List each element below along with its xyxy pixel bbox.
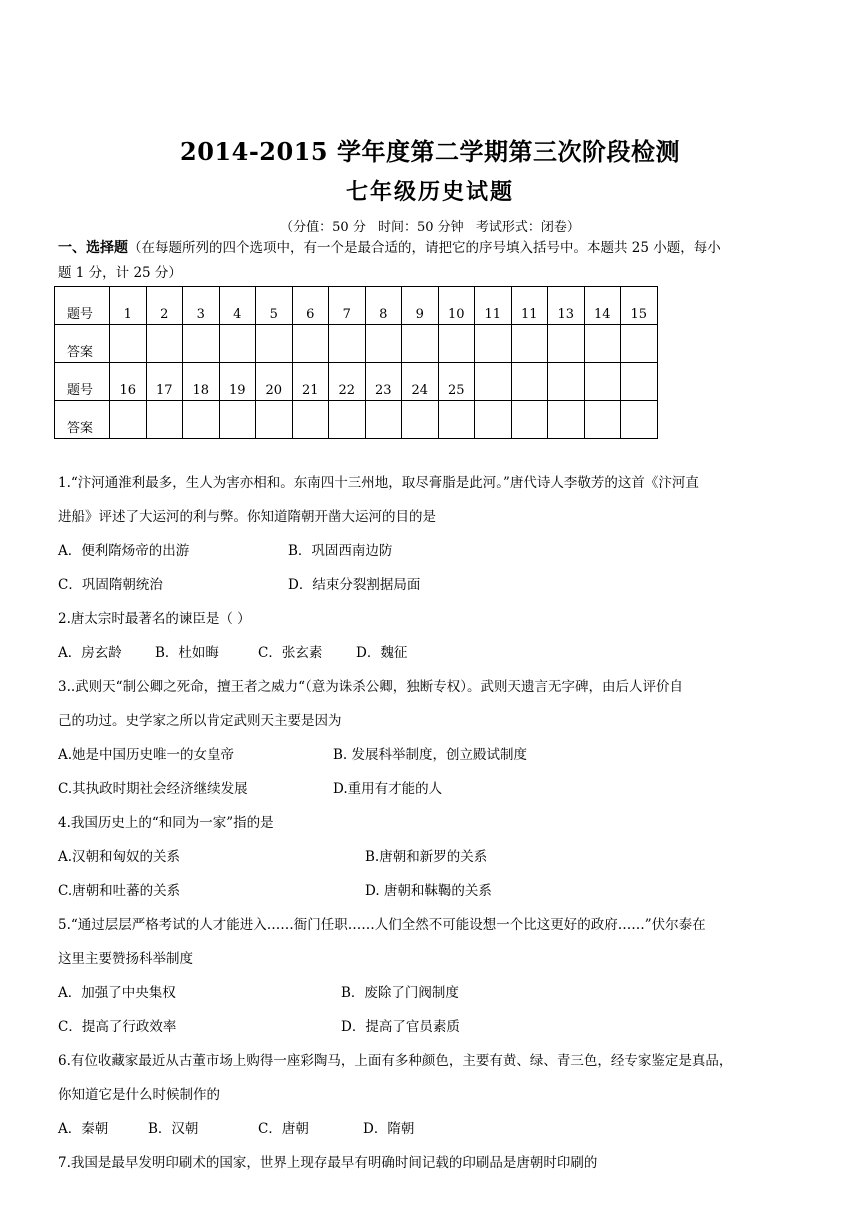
answer-cell[interactable] — [146, 325, 183, 363]
answer-cell[interactable] — [219, 325, 256, 363]
table-row — [55, 401, 658, 439]
question-number-cell: 2 — [146, 287, 183, 325]
option-b[interactable]: B．杜如晦 — [155, 645, 219, 661]
option-c[interactable]: C．提高了行政效率 — [58, 1019, 177, 1035]
question-number-cell: 9 — [402, 287, 439, 325]
question-2-line1: 2.唐太宗时最著名的谏臣是（ ） — [58, 611, 251, 627]
exam-title: 2014-2015 学年度第二学期第三次阶段检测 — [180, 137, 680, 166]
question-number-cell: 23 — [365, 363, 402, 401]
option-a[interactable]: A．加强了中央集权 — [58, 985, 176, 1001]
question-number-cell: 22 — [329, 363, 366, 401]
answer-cell[interactable] — [584, 325, 621, 363]
answer-cell[interactable] — [365, 401, 402, 439]
answer-cell[interactable] — [219, 401, 256, 439]
answer-cell[interactable] — [584, 401, 621, 439]
question-number-cell: 8 — [365, 287, 402, 325]
question-number-cell: 19 — [219, 363, 256, 401]
option-b[interactable]: B．汉朝 — [148, 1121, 199, 1137]
answer-cell[interactable] — [329, 325, 366, 363]
question-number-cell: 25 — [438, 363, 475, 401]
answer-cell[interactable] — [365, 325, 402, 363]
option-d[interactable]: D．结束分裂割据局面 — [288, 577, 421, 593]
option-d[interactable]: D．提高了官员素质 — [341, 1019, 460, 1035]
question-number-cell: 24 — [402, 363, 439, 401]
answer-cell[interactable] — [475, 325, 512, 363]
question-3-line1: 3..武则天“制公卿之死命，擅王者之威力“（意为诛杀公卿，独断专权）。武则天遗言无字碑，由后人评价自 — [58, 679, 683, 695]
answer-cell[interactable] — [256, 325, 293, 363]
option-d[interactable]: D．魏征 — [356, 645, 408, 661]
option-d[interactable]: D. 唐朝和靺鞨的关系 — [365, 883, 492, 899]
question-number-cell: 5 — [256, 287, 293, 325]
question-number-cell: 6 — [292, 287, 329, 325]
option-a[interactable]: A.她是中国历史唯一的女皇帝 — [58, 747, 235, 763]
option-a[interactable]: A．便利隋炀帝的出游 — [58, 543, 190, 559]
section-instructions-line2: 题 1 分，计 25 分） — [58, 265, 182, 281]
answer-table — [54, 286, 658, 439]
answer-cell[interactable] — [110, 325, 147, 363]
question-number-cell — [475, 363, 512, 401]
answer-cell[interactable] — [621, 401, 658, 439]
answer-cell[interactable] — [110, 401, 147, 439]
answer-cell[interactable] — [621, 325, 658, 363]
question-number-cell: 7 — [329, 287, 366, 325]
question-number-cell: 11 — [511, 287, 548, 325]
question-number-cell: 14 — [584, 287, 621, 325]
answer-cell[interactable] — [292, 325, 329, 363]
exam-subtitle: 七年级历史试题 — [345, 179, 514, 205]
answer-cell[interactable] — [511, 401, 548, 439]
question-1-line2: 进船》评述了大运河的利与弊。你知道隋朝开凿大运河的目的是 — [58, 509, 436, 525]
question-number-cell: 17 — [146, 363, 183, 401]
question-number-cell — [548, 363, 585, 401]
question-number-cell: 16 — [110, 363, 147, 401]
question-6-line1: 6.有位收藏家最近从古董市场上购得一座彩陶马，上面有多种颜色，主要有黄、绿、青三色，经专家鉴定是真品， — [58, 1053, 733, 1069]
answer-cell[interactable] — [438, 401, 475, 439]
answer-cell[interactable] — [256, 401, 293, 439]
exam-score: （分值：50 分 — [280, 220, 366, 235]
answer-cell[interactable] — [183, 401, 220, 439]
question-number-cell: 18 — [183, 363, 220, 401]
answer-cell[interactable] — [548, 325, 585, 363]
answer-cell[interactable] — [402, 401, 439, 439]
question-number-cell: 11 — [475, 287, 512, 325]
option-c[interactable]: C.其执政时期社会经济继续发展 — [58, 781, 248, 797]
option-a[interactable]: A.汉朝和匈奴的关系 — [58, 849, 181, 865]
option-a[interactable]: A．房玄龄 — [58, 645, 122, 661]
exam-form: 考试形式：闭卷） — [475, 220, 580, 235]
question-number-cell — [621, 363, 658, 401]
option-c[interactable]: C.唐朝和吐蕃的关系 — [58, 883, 181, 899]
section-instructions-line1: （在每题所列的四个选项中，有一个是最合适的，请把它的序号填入括号中。本题共 25 小题，每小 — [128, 240, 721, 256]
section-heading: 一、选择题 — [58, 240, 128, 256]
question-5-line2: 这里主要赞扬科举制度 — [58, 951, 193, 967]
option-c[interactable]: C．巩固隋朝统治 — [58, 577, 163, 593]
question-number-cell — [584, 363, 621, 401]
answer-cell[interactable] — [475, 401, 512, 439]
table-row — [55, 287, 658, 325]
question-7-line1: 7.我国是最早发明印刷术的国家，世界上现存最早有明确时间记载的印刷品是唐朝时印刷的 — [58, 1155, 598, 1171]
answer-cell[interactable] — [183, 325, 220, 363]
row-label: 答案 — [55, 325, 110, 363]
question-number-cell: 3 — [183, 287, 220, 325]
option-c[interactable]: C．张玄素 — [258, 645, 323, 661]
answer-cell[interactable] — [146, 401, 183, 439]
question-5-line1: 5.“通过层层严格考试的人才能进入……衙门任职……人们全然不可能设想一个比这更好的政府……”伏尔泰在 — [58, 917, 706, 933]
table-row — [55, 325, 658, 363]
question-number-cell: 20 — [256, 363, 293, 401]
option-b[interactable]: B. 发展科举制度，创立殿试制度 — [333, 747, 528, 763]
option-a[interactable]: A．秦朝 — [58, 1121, 109, 1137]
answer-cell[interactable] — [548, 401, 585, 439]
option-b[interactable]: B．废除了门阀制度 — [341, 985, 459, 1001]
option-b[interactable]: B.唐朝和新罗的关系 — [365, 849, 488, 865]
section-instructions — [58, 236, 810, 286]
row-label: 题号 — [55, 363, 110, 401]
question-6-line2: 你知道它是什么时候制作的 — [58, 1087, 220, 1103]
question-number-cell: 4 — [219, 287, 256, 325]
table-row — [55, 363, 658, 401]
question-number-cell: 13 — [548, 287, 585, 325]
exam-time: 时间：50 分钟 — [377, 220, 464, 235]
question-4-line1: 4.我国历史上的“和同为一家”指的是 — [58, 815, 274, 831]
option-d[interactable]: D．隋朝 — [363, 1121, 415, 1137]
question-number-cell: 15 — [621, 287, 658, 325]
row-label: 答案 — [55, 401, 110, 439]
question-number-cell: 10 — [438, 287, 475, 325]
question-number-cell — [511, 363, 548, 401]
question-number-cell: 21 — [292, 363, 329, 401]
option-d[interactable]: D.重用有才能的人 — [333, 781, 443, 797]
answer-cell[interactable] — [511, 325, 548, 363]
row-label: 题号 — [55, 287, 110, 325]
exam-meta — [0, 216, 860, 235]
answer-cell[interactable] — [292, 401, 329, 439]
option-c[interactable]: C．唐朝 — [258, 1121, 309, 1137]
question-1-line1: 1.“汴河通淮利最多，生人为害亦相和。东南四十三州地，取尽膏脂是此河。”唐代诗人李敬芳的这首《汴河直 — [58, 475, 699, 491]
answer-cell[interactable] — [438, 325, 475, 363]
question-3-line2: 己的功过。史学家之所以肯定武则天主要是因为 — [58, 713, 342, 729]
answer-cell[interactable] — [402, 325, 439, 363]
option-b[interactable]: B．巩固西南边防 — [288, 543, 393, 559]
answer-cell[interactable] — [329, 401, 366, 439]
question-number-cell: 1 — [110, 287, 147, 325]
